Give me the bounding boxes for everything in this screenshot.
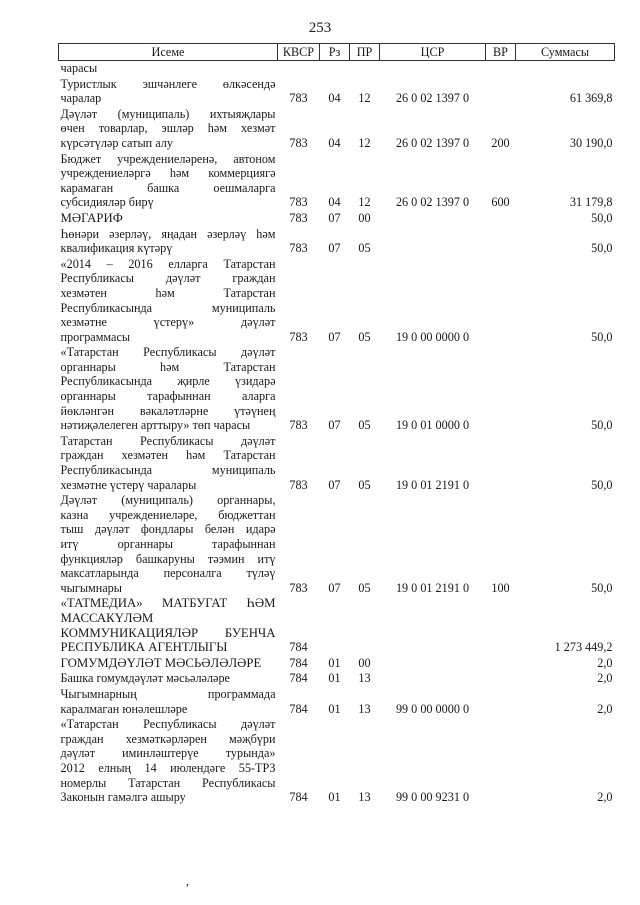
cell-name-line: Дәүләт (муниципаль) ихтыяҗлары xyxy=(60,106,276,121)
table-row xyxy=(59,717,615,806)
column-header-rz: Рз xyxy=(320,44,350,61)
cell-name-line: Чыгымнарның программада xyxy=(60,686,276,701)
cell-name-line: чарасы xyxy=(60,61,98,75)
table-row xyxy=(59,434,615,493)
cell-kvsr: 783 xyxy=(289,195,308,210)
column-header-csr: ЦСР xyxy=(380,44,486,61)
cell-rz: 01 xyxy=(328,790,341,805)
table-row xyxy=(59,596,615,655)
cell-kvsr: 783 xyxy=(289,329,308,344)
cell-name-line: максатларында персоналга түләү xyxy=(60,566,276,581)
cell-vr xyxy=(486,717,516,806)
cell-csr: 26 0 02 1397 0 xyxy=(395,91,470,106)
cell-name-line: «Татарстан Республикасы дәүләт xyxy=(60,345,276,360)
cell-kvsr: 784 xyxy=(289,640,308,655)
table-row xyxy=(59,107,615,152)
cell-kvsr: 784 xyxy=(289,701,308,716)
cell-pr xyxy=(350,596,380,655)
cell-pr: 00 xyxy=(358,210,371,225)
table-row xyxy=(59,493,615,596)
column-header-kvsr: КВСР xyxy=(278,44,320,61)
cell-rz xyxy=(320,596,350,655)
table-row xyxy=(59,211,615,227)
cell-rz: 04 xyxy=(328,135,341,150)
cell-name-line: программасы xyxy=(60,329,131,344)
cell-csr xyxy=(380,656,486,672)
cell-name-line: Республикасы дәүләт граждан xyxy=(60,271,276,286)
cell-csr: 19 0 01 0000 0 xyxy=(395,418,470,433)
cell-name-line: МӘГАРИФ xyxy=(60,210,123,225)
cell-name-line: номерлы Татарстан Республикасы xyxy=(60,775,276,790)
cell-name-line: Һөнәри әзерләү, яңадан әзерләү һәм xyxy=(60,226,276,241)
table-row xyxy=(59,152,615,211)
cell-name-line: чаралар xyxy=(60,91,102,106)
cell-pr xyxy=(350,61,380,77)
cell-sum: 50,0 xyxy=(591,418,613,433)
cell-name-line: күрсәтүләр сатып алу xyxy=(60,135,173,150)
cell-name-line: Туристлык эшчәнлеге өлкәсендә xyxy=(60,76,276,91)
cell-csr: 26 0 02 1397 0 xyxy=(395,195,470,210)
cell-sum: 50,0 xyxy=(591,210,613,225)
cell-name-line: «ТАТМЕДИА» МАТБУГАТ ҺӘМ xyxy=(60,596,276,611)
cell-csr: 99 0 00 0000 0 xyxy=(395,701,470,716)
cell-name-line: нәтиҗәлелеген арттыру» төп чарасы xyxy=(60,418,251,433)
cell-sum: 30 190,0 xyxy=(569,135,613,150)
cell-rz: 01 xyxy=(328,701,341,716)
table-row xyxy=(59,656,615,672)
cell-name-line: 2012 елның 14 июлендәге 55-ТРЗ xyxy=(60,760,276,775)
cell-csr xyxy=(380,61,486,77)
cell-sum: 1 273 449,2 xyxy=(554,640,613,655)
cell-name-line: карамаган башка оешмаларга xyxy=(60,180,276,195)
cell-name-line: йөкләнгән вәкаләтләрне үтәүнең xyxy=(60,403,276,418)
cell-kvsr: 783 xyxy=(289,210,308,225)
cell-name xyxy=(59,656,278,672)
cell-vr xyxy=(486,434,516,493)
cell-vr xyxy=(486,671,516,687)
table-row xyxy=(59,687,615,717)
cell-vr: 600 xyxy=(491,195,510,210)
cell-name xyxy=(59,257,278,346)
cell-name-line: өчен товарлар, эшләр һәм хезмәт xyxy=(60,121,276,136)
cell-pr: 13 xyxy=(358,671,371,686)
cell-name-line: функцияләр башкаруны тәэмин итү xyxy=(60,551,276,566)
table-row xyxy=(59,61,615,77)
cell-rz: 07 xyxy=(328,418,341,433)
cell-name xyxy=(59,227,278,257)
cell-csr xyxy=(380,227,486,257)
cell-name-line: учреждениеләргә һәм коммерциягә xyxy=(60,166,276,181)
cell-pr: 00 xyxy=(358,655,371,670)
cell-kvsr: 783 xyxy=(289,580,308,595)
cell-name xyxy=(59,596,278,655)
table-row xyxy=(59,345,615,434)
cell-csr xyxy=(380,671,486,687)
cell-rz: 07 xyxy=(328,477,341,492)
cell-name-line: хезмәтен һәм Татарстан xyxy=(60,285,276,300)
cell-vr xyxy=(486,257,516,346)
cell-pr: 12 xyxy=(358,91,371,106)
cell-name xyxy=(59,717,278,806)
cell-name-line: хезмәтне үстерү» дәүләт xyxy=(60,315,276,330)
cell-name xyxy=(59,61,278,77)
cell-csr: 19 0 00 0000 0 xyxy=(395,329,470,344)
cell-vr: 100 xyxy=(491,580,510,595)
cell-name-line: каралмаган юнәлешләре xyxy=(60,701,188,716)
cell-kvsr: 783 xyxy=(289,241,308,256)
cell-csr: 19 0 01 2191 0 xyxy=(395,580,470,595)
table-row xyxy=(59,77,615,107)
cell-sum: 2,0 xyxy=(597,671,613,686)
table-row xyxy=(59,257,615,346)
cell-name-line: КОММУНИКАЦИЯЛӘР БУЕНЧА xyxy=(60,625,276,640)
cell-pr: 05 xyxy=(358,241,371,256)
column-header-pr: ПР xyxy=(350,44,380,61)
cell-name-line: казна учреждениеләре, бюджеттан xyxy=(60,507,276,522)
cell-vr xyxy=(486,687,516,717)
cell-kvsr: 783 xyxy=(289,477,308,492)
page-number: 253 xyxy=(308,20,332,36)
cell-name-line: Законын гамәлгә ашыру xyxy=(60,790,186,805)
cell-vr xyxy=(486,656,516,672)
cell-rz: 07 xyxy=(328,241,341,256)
cell-name xyxy=(59,211,278,227)
cell-sum: 61 369,8 xyxy=(569,91,613,106)
cell-name xyxy=(59,345,278,434)
cell-name xyxy=(59,434,278,493)
table-row xyxy=(59,671,615,687)
cell-sum: 50,0 xyxy=(591,329,613,344)
budget-table xyxy=(58,43,615,806)
cell-rz: 01 xyxy=(328,671,341,686)
cell-name xyxy=(59,493,278,596)
cell-name-line: дәүләт иминләштерүе турында» xyxy=(60,746,276,761)
cell-csr xyxy=(380,211,486,227)
cell-pr: 12 xyxy=(358,135,371,150)
cell-kvsr: 784 xyxy=(289,655,308,670)
cell-csr: 99 0 00 9231 0 xyxy=(395,790,470,805)
cell-name-line: «2014 – 2016 елларга Татарстан xyxy=(60,256,276,271)
cell-sum: 2,0 xyxy=(597,701,613,716)
cell-name-line: органнары һәм Татарстан xyxy=(60,359,276,374)
cell-name-line: Республикасында җирле үзидарә xyxy=(60,374,276,389)
cell-name xyxy=(59,687,278,717)
cell-rz: 01 xyxy=(328,655,341,670)
cell-vr xyxy=(486,345,516,434)
cell-rz: 07 xyxy=(328,329,341,344)
cell-pr: 05 xyxy=(358,418,371,433)
cell-name-line: Бюджет учреждениеләренә, автоном xyxy=(60,151,276,166)
cell-rz: 04 xyxy=(328,91,341,106)
cell-kvsr: 783 xyxy=(289,91,308,106)
cell-sum: 31 179,8 xyxy=(569,195,613,210)
cell-sum: 2,0 xyxy=(597,790,613,805)
cell-sum xyxy=(516,61,615,77)
cell-name-line: итү органнары тарафыннан xyxy=(60,537,276,551)
cell-name-line: граждан хезмәтен һәм Татарстан xyxy=(60,448,276,463)
table-header-row xyxy=(59,44,615,61)
cell-name-line: Татарстан Республикасы дәүләт xyxy=(60,433,276,448)
cell-sum: 50,0 xyxy=(591,241,613,256)
cell-name-line: квалификация күтәрү xyxy=(60,241,173,256)
cell-name xyxy=(59,671,278,687)
cell-name-line: органнары тарафыннан аларга xyxy=(60,389,276,404)
scan-mark: , xyxy=(186,874,189,888)
cell-vr xyxy=(486,596,516,655)
cell-csr: 19 0 01 2191 0 xyxy=(395,477,470,492)
cell-name-line: хезмәтне үстерү чаралары xyxy=(60,477,197,492)
cell-csr: 26 0 02 1397 0 xyxy=(395,135,470,150)
cell-sum: 50,0 xyxy=(591,580,613,595)
cell-vr xyxy=(486,61,516,77)
column-header-sum: Суммасы xyxy=(516,44,615,61)
cell-name-line: тыш дәүләт фондлары белән идарә xyxy=(60,522,276,537)
cell-name-line: субсидияләр бирү xyxy=(60,195,154,210)
cell-pr: 05 xyxy=(358,580,371,595)
cell-kvsr: 783 xyxy=(289,135,308,150)
cell-name xyxy=(59,152,278,211)
cell-name xyxy=(59,107,278,152)
cell-pr: 13 xyxy=(358,790,371,805)
cell-name-line: ГОМУМДӘҮЛӘТ МӘСЬӘЛӘЛӘРЕ xyxy=(60,655,262,670)
cell-pr: 05 xyxy=(358,329,371,344)
cell-kvsr xyxy=(278,61,320,77)
cell-name-line: Дәүләт (муниципаль) органнары, xyxy=(60,493,276,508)
cell-name-line: граждан хезмәткәрләрен мәҗбүри xyxy=(60,731,276,746)
cell-sum: 50,0 xyxy=(591,477,613,492)
cell-name-line: МАССАКҮЛӘМ xyxy=(60,610,154,625)
cell-pr: 13 xyxy=(358,701,371,716)
table-body xyxy=(59,61,615,806)
cell-rz: 04 xyxy=(328,195,341,210)
cell-kvsr: 783 xyxy=(289,418,308,433)
cell-name-line: «Татарстан Республикасы дәүләт xyxy=(60,717,276,732)
column-header-name: Исеме xyxy=(59,44,278,61)
cell-sum: 2,0 xyxy=(597,655,613,670)
cell-name xyxy=(59,77,278,107)
cell-name-line: чыгымнары xyxy=(60,580,122,595)
cell-vr xyxy=(486,77,516,107)
cell-vr xyxy=(486,227,516,257)
cell-pr: 12 xyxy=(358,195,371,210)
cell-rz: 07 xyxy=(328,580,341,595)
cell-name-line: РЕСПУБЛИКА АГЕНТЛЫГЫ xyxy=(60,640,228,655)
table-row xyxy=(59,227,615,257)
cell-name-line: Республикасында муниципаль xyxy=(60,300,276,315)
cell-name-line: Башка гомумдәүләт мәсьәләләре xyxy=(60,671,230,686)
cell-vr: 200 xyxy=(491,135,510,150)
cell-kvsr: 784 xyxy=(289,790,308,805)
cell-kvsr: 784 xyxy=(289,671,308,686)
cell-pr: 05 xyxy=(358,477,371,492)
column-header-vr: ВР xyxy=(486,44,516,61)
cell-name-line: Республикасында муниципаль xyxy=(60,463,276,478)
cell-rz: 07 xyxy=(328,210,341,225)
cell-csr xyxy=(380,596,486,655)
cell-rz xyxy=(320,61,350,77)
cell-vr xyxy=(486,211,516,227)
